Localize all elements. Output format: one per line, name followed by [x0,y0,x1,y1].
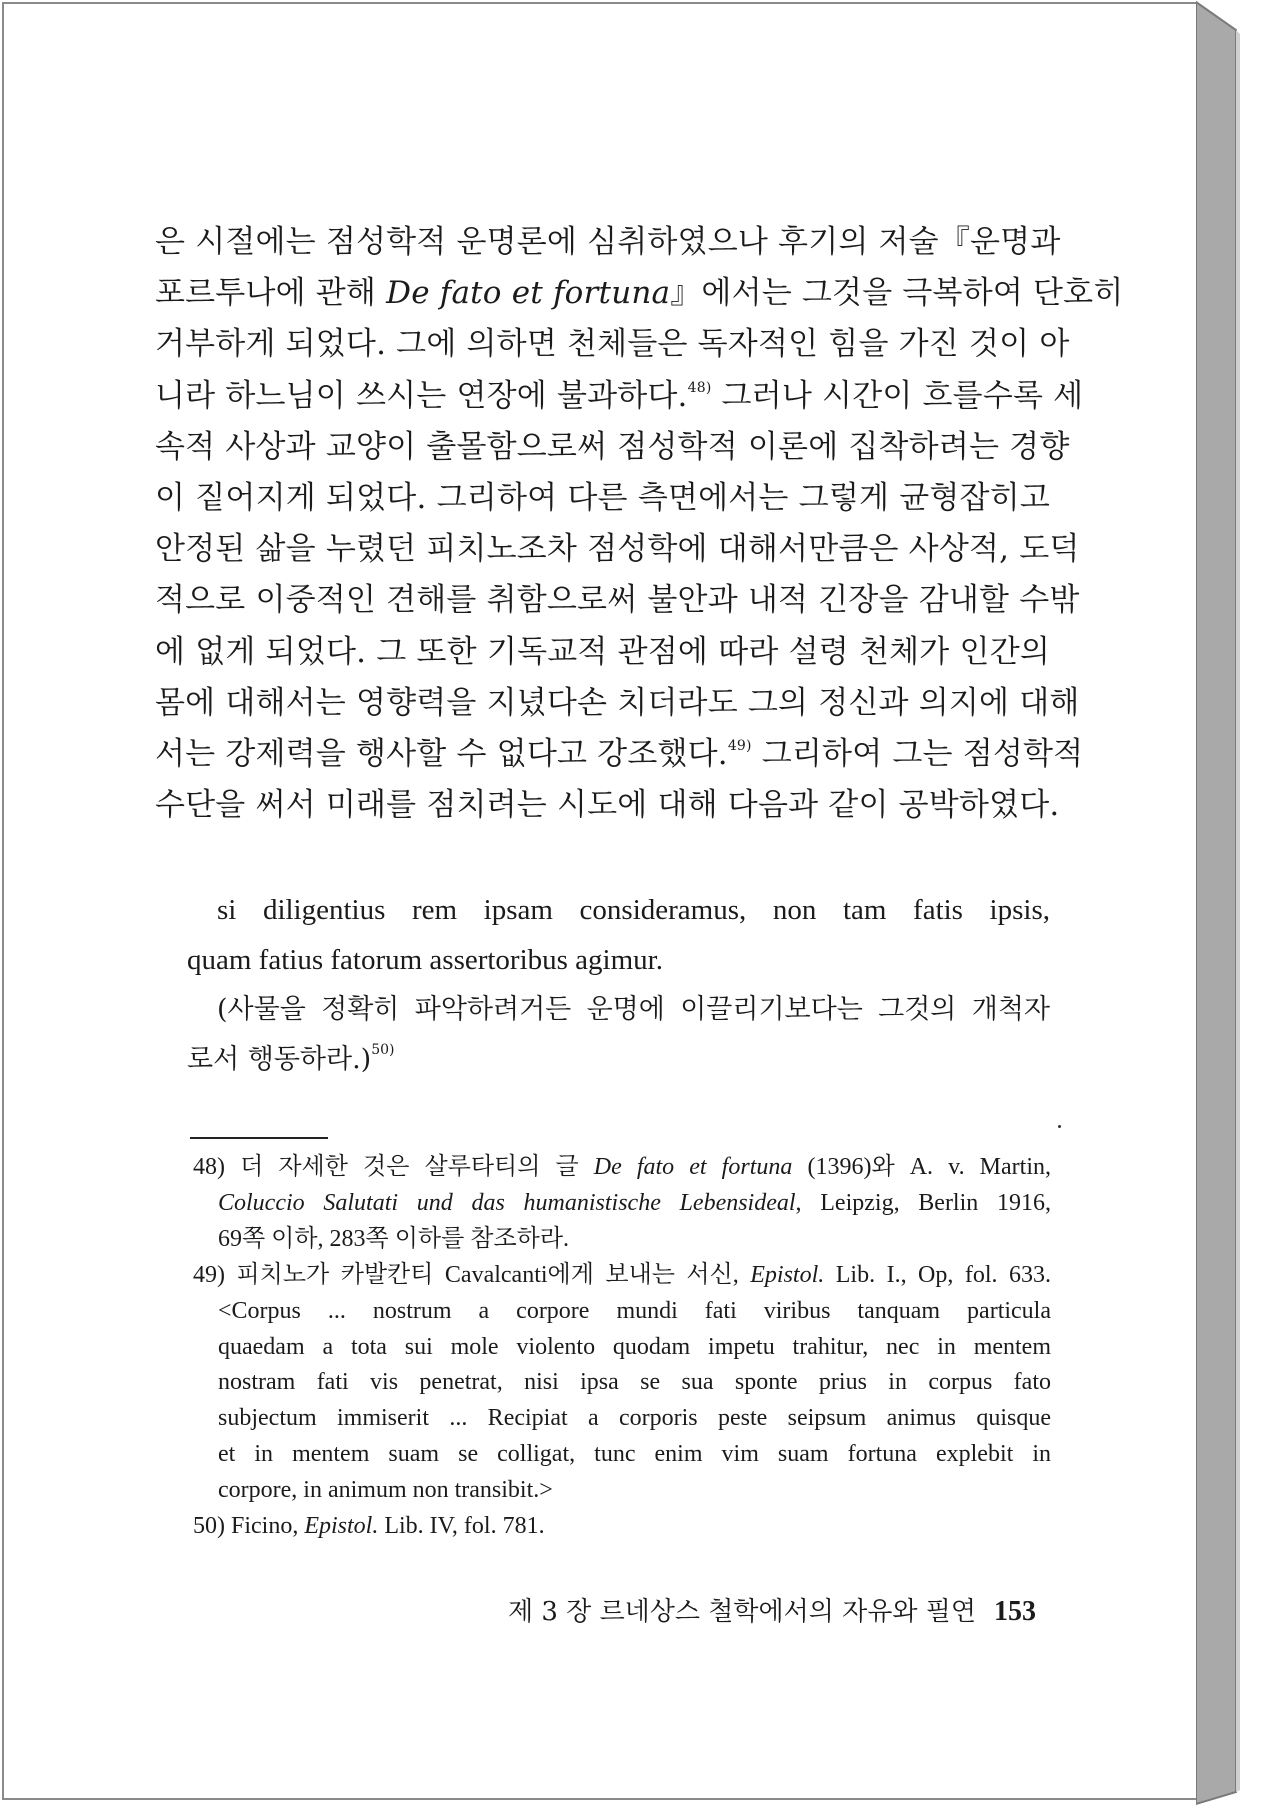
body-line [155,324,1070,364]
footnote-line [193,1151,1051,1183]
text-run: (1396)와 A. v. Martin, [792,1154,1052,1180]
scan-speck [1058,1125,1061,1128]
body-line [155,734,1084,774]
text-run: 69쪽 이하, 283쪽 이하를 참조하라. [218,1225,570,1252]
text-run: 49) 피치노가 카발칸티 Cavalcanti에게 보내는 서신, [193,1261,751,1288]
body-line [155,273,1124,313]
text-run: nostram fati vis penetrat, nisi ipsa se sua sponte prius in corpus fato [218,1369,1051,1396]
footnote-line [218,1438,1051,1470]
text-run: 그리하여 그는 점성학적 [751,736,1084,772]
text-run: 니라 하느님이 쓰시는 연장에 불과하다. [155,377,688,414]
quote-latin-line-2: quam fatius fatorum assertoribus agimur. [187,944,663,976]
text-run: 은 시절에는 점성학적 운명론에 심취하였으나 후기의 저술『운명과 [155,224,1061,260]
text-run: 적으로 이중적인 견해를 취함으로써 불안과 내적 긴장을 감내할 수밖 [155,582,1080,619]
text-run: 거부하게 되었다. 그에 의하면 천체들은 독자적인 힘을 가진 것이 아 [155,326,1070,363]
text-run: <Corpus ... nostrum a corpore mundi fati viribus tanquam particula [218,1297,1051,1324]
text-run: 』에서는 그것을 극복하여 단호히 [670,275,1124,312]
text-run: 수단을 써서 미래를 점치려는 시도에 대해 다음과 같이 공박하였다. [155,787,1060,824]
text-run: Lib. IV, fol. 781. [378,1513,545,1539]
body-line [155,529,1080,569]
italic-title: De fato et fortuna [593,1154,793,1180]
footnote-ref: 49) [727,738,752,754]
footnote-line [193,1259,1051,1291]
footnote-line [218,1331,1051,1363]
footnote-line [218,1295,1051,1327]
footnote-line [218,1223,1051,1255]
footnote-line [218,1402,1051,1434]
text-run: quaedam a tota sui mole violento quodam impetu trahitur, nec in mentem [218,1333,1051,1360]
page-number: 153 [994,1596,1036,1627]
footnote-line [218,1366,1051,1398]
text-run: 에 없게 되었다. 그 또한 기독교적 관점에 따라 설령 천체가 인간의 [155,633,1050,670]
text-run: 서는 강제력을 행사할 수 없다고 강조했다. [155,736,728,772]
text-run: 몸에 대해서는 영향력을 지녔다손 치더라도 그의 정신과 의지에 대해 [155,684,1080,721]
footnote-line [193,1510,1051,1542]
text-run: 속적 사상과 교양이 출몰함으로써 점성학적 이론에 집착하려는 경향 [155,428,1070,465]
running-head [508,1592,1036,1632]
body-line [155,632,1050,672]
footnote-ref: 48) [687,379,712,396]
body-line [155,376,1084,416]
body-line [155,222,1061,262]
body-line [155,478,1050,518]
body-line [155,427,1070,467]
italic-title: Epistol. [750,1261,825,1288]
footnote-ref-50: 50) [371,1042,395,1058]
text-run: Lib. I., Op, fol. 633. [824,1261,1052,1288]
footnote-separator [190,1137,328,1139]
text-run: 안정된 삶을 누렸던 피치노조차 점성학에 대해서만큼은 사상적, 도덕 [155,531,1080,568]
quote-korean-text: 로서 행동하라.) [187,1044,372,1075]
italic-title: Coluccio Salutati und das humanistische Lebensideal [218,1189,796,1216]
italic-title: Epistol. [304,1513,379,1539]
quote-latin-line-1: si diligentius rem ipsam consideramus, non tam fatis ipsis, [217,894,1050,926]
text-run: 이 짙어지게 되었다. 그리하여 다른 측면에서는 그렇게 균형잡히고 [155,480,1050,516]
text-run: 포르투나에 관해 [155,275,387,312]
footnote-line [218,1187,1051,1219]
text-run: et in mentem suam se colligat, tunc enim vim suam fortuna explebit in [218,1441,1051,1468]
text-run: , Leipzig, Berlin 1916, [795,1189,1051,1216]
text-run: 50) Ficino, [193,1513,305,1539]
quote-korean-line-1: (사물을 정확히 파악하려거든 운명에 이끌리기보다는 그것의 개척자 [217,994,1050,1025]
text-run: corpore, in animum non transibit.> [218,1477,553,1504]
body-line [155,683,1080,723]
text-run: 그러나 시간이 흐를수록 세 [711,377,1084,414]
chapter-title: 제 3 장 르네상스 철학에서의 자유와 필연 [508,1597,976,1627]
italic-title: De fato et fortuna [386,275,671,312]
quote-korean-line-2 [187,1040,1067,1080]
footnote-line [218,1474,1051,1506]
body-line [155,580,1080,620]
text-run: subjectum immiserit ... Recipiat a corporis peste seipsum animus quisque [218,1405,1051,1432]
text-run: 48) 더 자세한 것은 살루타티의 글 [193,1154,594,1180]
body-line [155,785,1059,825]
